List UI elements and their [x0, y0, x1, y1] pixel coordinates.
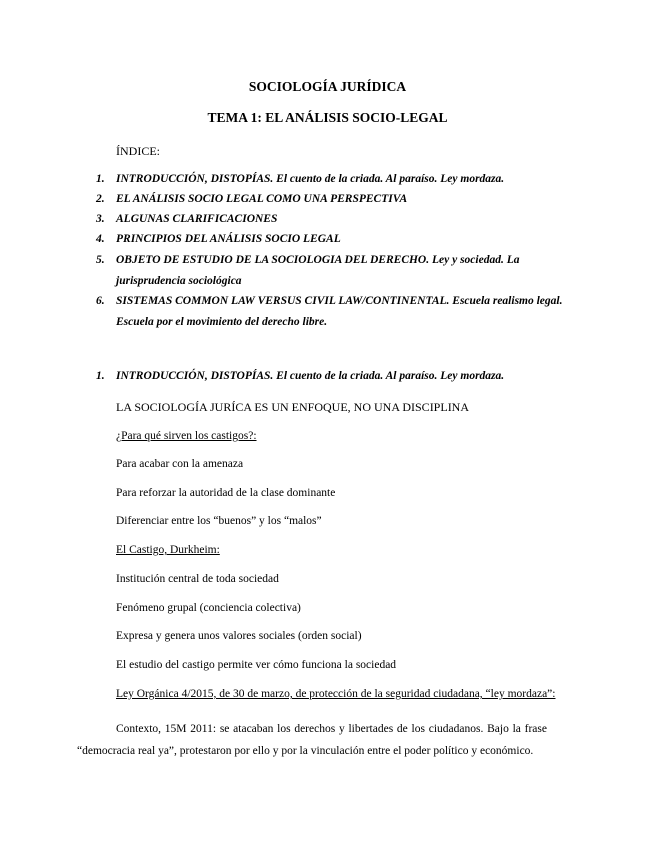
toc-number: 4.	[96, 233, 105, 245]
toc-item	[96, 229, 566, 250]
section-heading	[96, 370, 566, 382]
toc-text: EL ANÁLISIS SOCIO LEGAL COMO UNA PERSPECTIVA	[116, 193, 408, 205]
toc-item	[96, 291, 566, 333]
toc-number: 2.	[96, 193, 105, 205]
toc-number: 1.	[96, 173, 105, 185]
durkheim-heading: El Castigo, Durkheim:	[116, 544, 220, 556]
durkheim-point: Fenómeno grupal (conciencia colectiva)	[116, 602, 301, 614]
toc-item	[96, 250, 566, 292]
indice-label: ÍNDICE:	[116, 144, 160, 158]
toc-item	[96, 209, 566, 230]
document-title: SOCIOLOGÍA JURÍDICA	[248, 79, 407, 94]
section-number: 1.	[96, 370, 105, 382]
toc-item	[96, 169, 566, 190]
toc-text: INTRODUCCIÓN, DISTOPÍAS. El cuento de la criada. Al paraíso. Ley mordaza.	[116, 173, 505, 185]
toc-text: OBJETO DE ESTUDIO DE LA SOCIOLOGIA DEL DERECHO. Ley y sociedad. La jurisprudencia sociológica	[116, 254, 520, 287]
castigos-point: Para acabar con la amenaza	[116, 458, 244, 470]
toc-text: SISTEMAS COMMON LAW VERSUS CIVIL LAW/CONTINENTAL. Escuela realismo legal. Escuela por el movimiento del derecho libre.	[116, 295, 563, 328]
toc-item	[96, 189, 566, 210]
castigos-point: Para reforzar la autoridad de la clase dominante	[116, 487, 336, 499]
toc-text: PRINCIPIOS DEL ANÁLISIS SOCIO LEGAL	[116, 233, 341, 245]
castigos-point: Diferenciar entre los “buenos” y los “malos”	[116, 515, 322, 527]
toc-number: 3.	[96, 213, 105, 225]
castigos-question: ¿Para qué sirven los castigos?:	[116, 430, 257, 442]
document-subtitle: TEMA 1: EL ANÁLISIS SOCIO-LEGAL	[207, 110, 448, 125]
ley-mordaza-heading: Ley Orgánica 4/2015, de 30 de marzo, de protección de la seguridad ciudadana, “ley mordaza”:	[116, 688, 556, 700]
toc-number: 6.	[96, 295, 105, 307]
toc-text: ALGUNAS CLARIFICACIONES	[116, 213, 278, 225]
toc-number: 5.	[96, 254, 105, 266]
durkheim-point: Expresa y genera unos valores sociales (orden social)	[116, 630, 362, 642]
section-title: INTRODUCCIÓN, DISTOPÍAS. El cuento de la criada. Al paraíso. Ley mordaza.	[116, 370, 505, 382]
durkheim-point: El estudio del castigo permite ver cómo funciona la sociedad	[116, 659, 397, 671]
section-intro: LA SOCIOLOGÍA JURÍCA ES UN ENFOQUE, NO UNA DISCIPLINA	[116, 400, 470, 414]
contexto-paragraph: Contexto, 15M 2011: se atacaban los derechos y libertades de los ciudadanos. Bajo la frase “democracia real ya”, protestaron por ello y por la vinculación entre el poder político y económico.	[77, 723, 547, 757]
durkheim-point: Institución central de toda sociedad	[116, 573, 279, 585]
